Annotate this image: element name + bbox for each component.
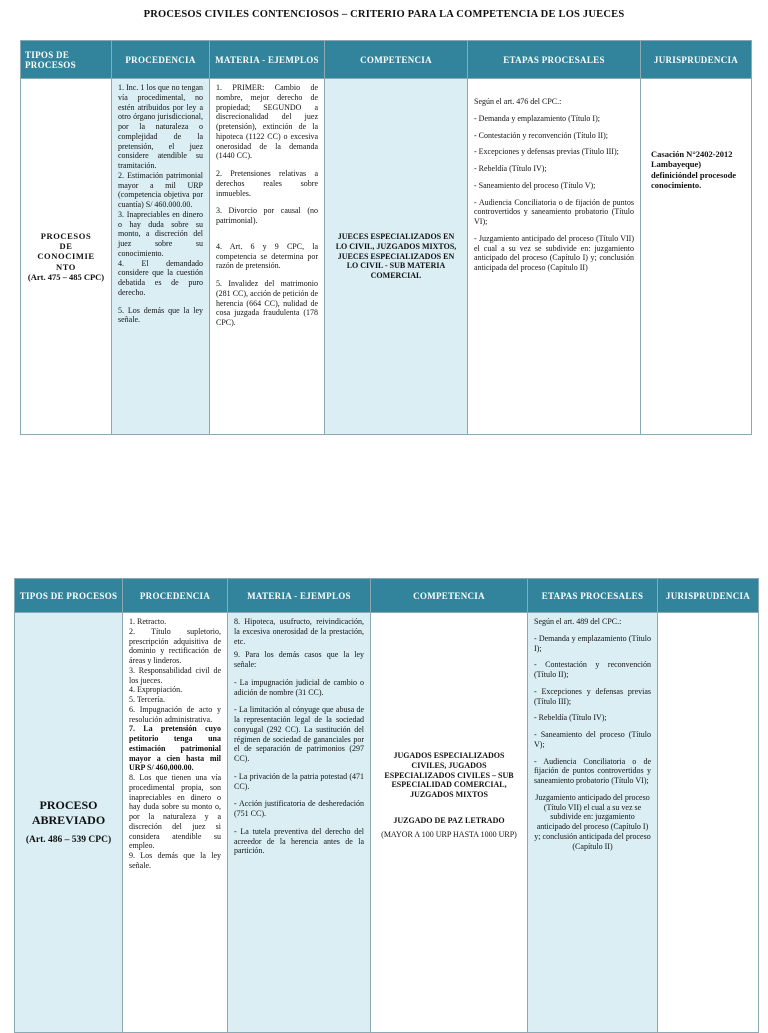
table-row <box>21 79 752 435</box>
materia-cell <box>210 79 325 435</box>
competencia-text: JUECES ESPECIALIZADOS EN LO CIVIL, JUZGADOS MIXTOS, JUECES ESPECIALIZADOS EN LO CIVIL - SUB MATERIA COMERCIAL <box>335 232 457 281</box>
jurisprudencia-text: Casación N°2402-2012 Lambayeque) definicióndel procesode conocimiento. <box>651 149 737 191</box>
list-item: 3. Responsabilidad civil de los jueces. <box>129 665 221 685</box>
etapas-intro: Según el art. 489 del CPC.: <box>534 617 622 626</box>
list-item: 5. Tercería. <box>129 695 165 704</box>
list-item: - Rebeldía (Título IV); <box>534 713 607 723</box>
header-tipos: TIPOS DE PROCESOS <box>15 579 123 613</box>
list-item: 1. Retracto. <box>129 617 167 626</box>
list-item: - Juzgamiento anticipado del proceso (Título VII) el cual a su vez se subdivide en: juzgamiento anticipado del proceso (Capítulo I) y; conclusión anticipada del proceso (Capítulo II) <box>474 233 634 272</box>
procedencia-cell <box>112 79 210 435</box>
list-item: - Excepciones y defensas previas (Título III); <box>474 147 619 157</box>
jurisprudencia-text <box>658 613 758 621</box>
table-header-row <box>21 41 752 79</box>
jurisprudencia-cell <box>658 613 759 1033</box>
list-item: 1. PRIMER: Cambio de nombre, mejor derecho de propiedad; SEGUNDO a discrecionalidad del juez (pretensión), extinción de la hipoteca (1122 CC) o excesiva onerosidad de la demanda (1440 CC). <box>216 83 318 161</box>
competencia-cell <box>325 79 468 435</box>
list-item: - La impugnación judicial de cambio o adición de nombre (31 CC). <box>234 677 364 697</box>
header-etapas: ETAPAS PROCESALES <box>468 41 641 79</box>
header-competencia: COMPETENCIA <box>325 41 468 79</box>
list-item: 4. Expropiación. <box>129 685 183 695</box>
list-item: - La privación de la patria potestad (471 CC). <box>234 771 364 791</box>
list-item: 2. Pretensiones relativas a derechos reales sobre inmuebles. <box>216 169 318 198</box>
document-title: PROCESOS CIVILES CONTENCIOSOS – CRITERIO PARA LA COMPETENCIA DE LOS JUECES <box>143 9 625 20</box>
table-header-row <box>15 579 759 613</box>
list-item: 3. Inapreciables en dinero o hay duda sobre su monto, a discreción del juez sobre su conocimiento. <box>118 209 203 258</box>
list-item: - La limitación al cónyuge que abusa de la representación legal de la sociedad conyugal (292 CC). La sustitución del régimen de sociedad de gananciales por el de separación de patrimonios (297 CC). <box>234 705 364 763</box>
header-procedencia: PROCEDENCIA <box>123 579 228 613</box>
header-tipos: TIPOS DE PROCESOS <box>21 41 112 79</box>
tipo-ref: (Art. 486 – 539 CPC) <box>25 835 112 846</box>
list-item: - Rebeldía (Título IV); <box>474 164 547 173</box>
header-materia: MATERIA - EJEMPLOS <box>228 579 371 613</box>
header-competencia: COMPETENCIA <box>371 579 528 613</box>
list-item: - Saneamiento del proceso (Título V); <box>534 730 651 749</box>
list-item: 7. La pretensión cuyo petitorio tenga una estimación patrimonial mayor a cien hasta mil URP S/ 460,000.00. <box>129 724 221 773</box>
list-item: 4. El demandado considere que la cuestión debatida es de puro derecho. <box>118 258 203 297</box>
list-item: 5. Invalidez del matrimonio (281 CC), acción de petición de herencia (664 CC), nulidad de cosa juzgada fraudulenta (178 CPC). <box>216 279 318 327</box>
list-item: 2. Título supletorio, prescripción adquisitiva de dominio y rectificación de áreas y linderos. <box>129 626 221 665</box>
list-item: - La tutela preventiva del derecho del acreedor de la herencia antes de la partición. <box>234 826 364 856</box>
list-item: 4. Art. 6 y 9 CPC, la competencia se determina por razón de pretensión. <box>216 241 318 271</box>
competencia-cell <box>371 613 528 1033</box>
list-item: - Demanda y emplazamiento (Título I); <box>534 633 651 653</box>
list-item: 6. Impugnación de acto y resolución administrativa. <box>129 704 221 724</box>
list-item: - Demanda y emplazamiento (Título I); <box>474 113 600 123</box>
competencia-paz-letrado: JUZGADO DE PAZ LETRADO <box>393 815 505 825</box>
list-item: - Audiencia Conciliatoria o de fijación de puntos controvertidos y saneamiento probatorio (Título VI); <box>474 197 634 226</box>
tipo-name: PROCESOS DE CONOCIMIE NTO <box>37 230 95 272</box>
jurisprudencia-cell <box>641 79 752 435</box>
etapas-cell <box>468 79 641 435</box>
list-item: - Contestación y reconvención (Título II); <box>474 130 608 140</box>
tipo-ref: (Art. 475 – 485 CPC) <box>27 272 105 283</box>
list-item: - Contestación y reconvención (Título II); <box>534 660 651 679</box>
etapas-intro: Según el art. 476 del CPC.: <box>474 97 562 106</box>
competencia-cuantia: (MAYOR A 100 URP HASTA 1000 URP) <box>381 829 517 839</box>
tipo-cell <box>15 613 123 1033</box>
header-materia: MATERIA - EJEMPLOS <box>210 41 325 79</box>
list-item: 9. Para los demás casos que la ley señale: <box>234 650 364 669</box>
list-item: 3. Divorcio por causal (no patrimonial). <box>216 206 318 225</box>
table-row <box>15 613 759 1033</box>
header-jurisprudencia: JURISPRUDENCIA <box>658 579 759 613</box>
list-item: 8. Hipoteca, usufructo, reivindicación, la excesiva onerosidad de la prestación, etc. <box>234 617 364 646</box>
list-item: - Audiencia Conciliatoria o de fijación de puntos controvertidos y saneamiento probatorio (Título VI); <box>534 756 651 785</box>
list-item: 1. Inc. 1 los que no tengan vía procedimental, no estén atribuidos por ley a otro órgano jurisdiccional, por la naturaleza o complejidad de la pretensión, el juez considere atendible su tramitación. <box>118 83 203 170</box>
list-item: Juzgamiento anticipado del proceso (Título VII) el cual a su vez se subdivide en: juzgamiento anticipado del proceso (Capítulo I) y; conclusión anticipada del proceso (Capítulo II) <box>534 792 651 851</box>
table-abreviado <box>14 578 759 1033</box>
header-etapas: ETAPAS PROCESALES <box>528 579 658 613</box>
materia-cell <box>228 613 371 1033</box>
etapas-cell <box>528 613 658 1033</box>
header-jurisprudencia: JURISPRUDENCIA <box>641 41 752 79</box>
tipo-name: PROCESO ABREVIADO <box>31 798 106 827</box>
list-item: 2. Estimación patrimonial mayor a mil URP (competencia objetiva por cuantía) S/ 460.000.00. <box>118 170 203 209</box>
list-item: 8. Los que tienen una vía procedimental propia, son inapreciables en dinero o hay duda sobre su monto o, por la naturaleza y a discreción del juez si considera atendible su empleo. <box>129 773 221 851</box>
list-item: - Saneamiento del proceso (Título V); <box>474 180 596 190</box>
list-item: 9. Los demás que la ley señale. <box>129 851 221 870</box>
list-item: - Acción justificatoria de desheredación (751 CC). <box>234 799 364 818</box>
table-conocimiento <box>20 40 752 435</box>
header-procedencia: PROCEDENCIA <box>112 41 210 79</box>
tipo-cell <box>21 79 112 435</box>
list-item: 5. Los demás que la ley señale. <box>118 305 203 325</box>
procedencia-cell <box>123 613 228 1033</box>
competencia-text: JUGADOS ESPECIALIZADOS CIVILES, JUGADOS ESPECIALIZADOS CIVILES – SUB ESPECIALIDAD COMERCIAL, JUZGADOS MIXTOS <box>384 751 514 799</box>
list-item: - Excepciones y defensas previas (Título III); <box>534 686 651 706</box>
